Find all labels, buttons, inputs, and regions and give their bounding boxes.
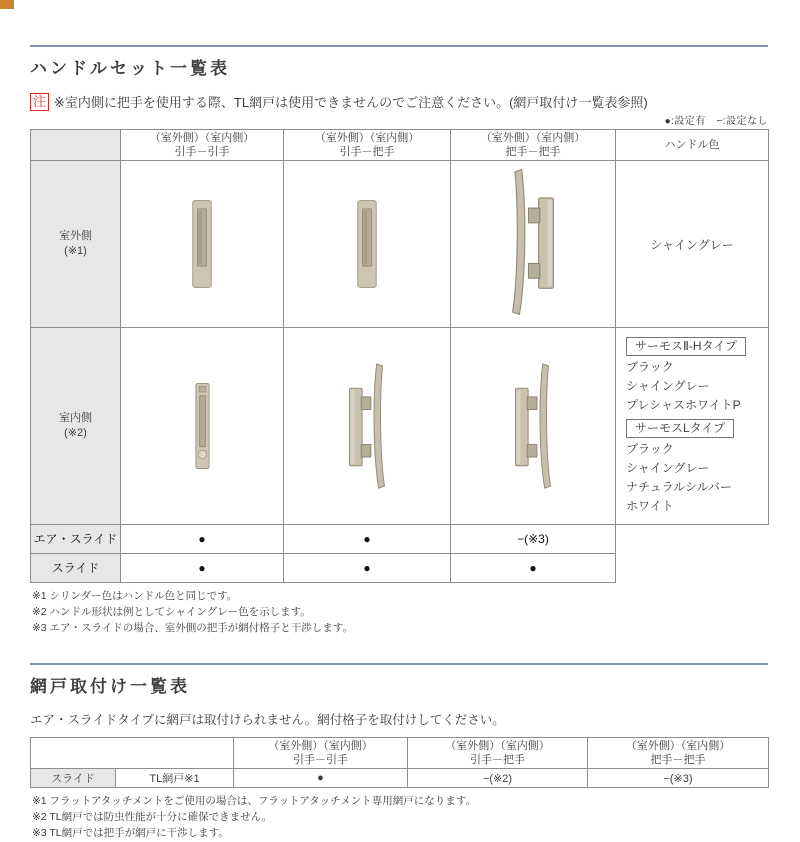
indoor-color-cell [616, 328, 769, 525]
row-label-slide: スライド [31, 769, 116, 788]
section-divider-line [30, 45, 768, 47]
outdoor-hikite-cell-2 [284, 161, 451, 328]
screen-value-cell: ● [234, 769, 408, 788]
header-line2: 引手－把手 [339, 146, 395, 158]
color-option: ブラック [626, 442, 674, 456]
row-label-outdoor [31, 161, 121, 328]
legend-setting: ●:設定有 −:設定なし [664, 116, 768, 127]
header-line2: 引手－引手 [293, 754, 348, 767]
air-slide-value-cell: ● [121, 525, 284, 554]
header-blank-cell [31, 130, 121, 161]
header-line1: （室外側）（室内側） [625, 740, 731, 753]
slide-value-cell: ● [284, 554, 451, 583]
header-line2: 把手－把手 [505, 146, 561, 158]
bar-handle-icon [344, 362, 390, 490]
footnote-2: ※2 TL網戸では防虫性能が十分に確保できません。 [32, 811, 273, 823]
header-hikite-hikite [121, 130, 284, 161]
air-slide-value-cell: −(※3) [451, 525, 616, 554]
pull-handle-icon [190, 198, 214, 290]
header-hikite-totte [408, 738, 588, 769]
corner-mark [0, 0, 14, 9]
row-label-slide: スライド [31, 554, 121, 583]
screen-section-title: 網戸取付け一覧表 [30, 677, 190, 697]
row-label-line1: 室外側 [59, 230, 92, 242]
section-divider-line [30, 663, 768, 665]
row-label-line2: (※2) [64, 427, 87, 439]
bar-handle-icon [510, 362, 556, 490]
row-label-air-slide: エア・スライド [31, 525, 121, 554]
handle-section-footnotes [32, 589, 768, 636]
header-hikite-totte [284, 130, 451, 161]
header-totte-totte [588, 738, 769, 769]
outdoor-totte-cell [451, 161, 616, 328]
header-line2: 引手－引手 [174, 146, 230, 158]
header-line2: 把手－把手 [650, 754, 706, 767]
color-option: シャイングレー [626, 461, 710, 475]
outdoor-color-cell: シャイングレー [616, 161, 769, 328]
row-label-line2: (※1) [64, 245, 87, 257]
header-line1: （室外側）（室内側） [480, 132, 586, 144]
indoor-totte-cell [284, 328, 451, 525]
header-hikite-hikite [234, 738, 408, 769]
caution-text: ※室内側に把手を使用する際、TL網戸は使用できませんのでご注意ください。(網戸取付け一覧表参照) [54, 95, 648, 110]
footnote-3: ※3 TL網戸では把手が網戸に干渉します。 [32, 826, 229, 839]
header-line1: （室外側）（室内側） [445, 740, 550, 753]
header-blank-cell [31, 738, 234, 769]
screen-section-footnotes [32, 794, 768, 841]
pull-handle-with-lock-icon [194, 382, 211, 470]
slide-value-cell: ● [121, 554, 284, 583]
slide-value-cell: ● [451, 554, 616, 583]
pull-handle-icon [355, 198, 379, 290]
color-option: プレシャスホワイトP [626, 398, 741, 412]
color-option: シャイングレー [626, 379, 710, 393]
indoor-totte-cell-2 [451, 328, 616, 525]
indoor-hikite-cell [121, 328, 284, 525]
header-line2: 引手－把手 [470, 754, 525, 767]
handle-set-table [30, 129, 769, 583]
tl-screen-cell: TL網戸※1 [116, 769, 234, 788]
color-option: ナチュラルシルバー [626, 480, 732, 494]
handle-set-section-title: ハンドルセット一覧表 [30, 59, 230, 78]
caution-badge: 注 [30, 93, 49, 111]
screen-value-cell: −(※2) [408, 769, 588, 788]
screen-install-table [30, 737, 769, 788]
color-option: ホワイト [626, 499, 674, 513]
screen-section-intro: エア・スライドタイプに網戸は取付けられません。網付格子を取付けしてください。 [30, 713, 505, 728]
color-option: ブラック [626, 360, 674, 374]
footnote-2: ※2 ハンドル形状は例としてシャイングレー色を示します。 [32, 605, 311, 618]
header-totte-totte [451, 130, 616, 161]
header-line1: （室外側）（室内側） [149, 132, 255, 144]
row-label-line1: 室内側 [59, 412, 92, 424]
header-line1: （室外側）（室内側） [314, 132, 420, 144]
caution-note [30, 92, 768, 111]
footnote-1: ※1 シリンダー色はハンドル色と同じです。 [32, 590, 238, 602]
row-label-indoor [31, 328, 121, 525]
footnote-1: ※1 フラットアタッチメントをご使用の場合は、フラットアタッチメント専用網戸になります。 [32, 795, 476, 808]
header-line1: （室外側）（室内側） [268, 740, 373, 753]
footnote-3: ※3 エア・スライドの場合、室外側の把手が網付格子と干渉します。 [32, 621, 353, 634]
thermos2h-type-box: サーモスⅡ-Hタイプ [626, 337, 746, 356]
outdoor-hikite-cell [121, 161, 284, 328]
screen-value-cell: −(※3) [588, 769, 769, 788]
header-handle-color: ハンドル色 [616, 130, 769, 161]
thermosl-type-box: サーモスLタイプ [626, 419, 734, 438]
air-slide-value-cell: ● [284, 525, 451, 554]
bar-handle-icon [507, 167, 559, 317]
